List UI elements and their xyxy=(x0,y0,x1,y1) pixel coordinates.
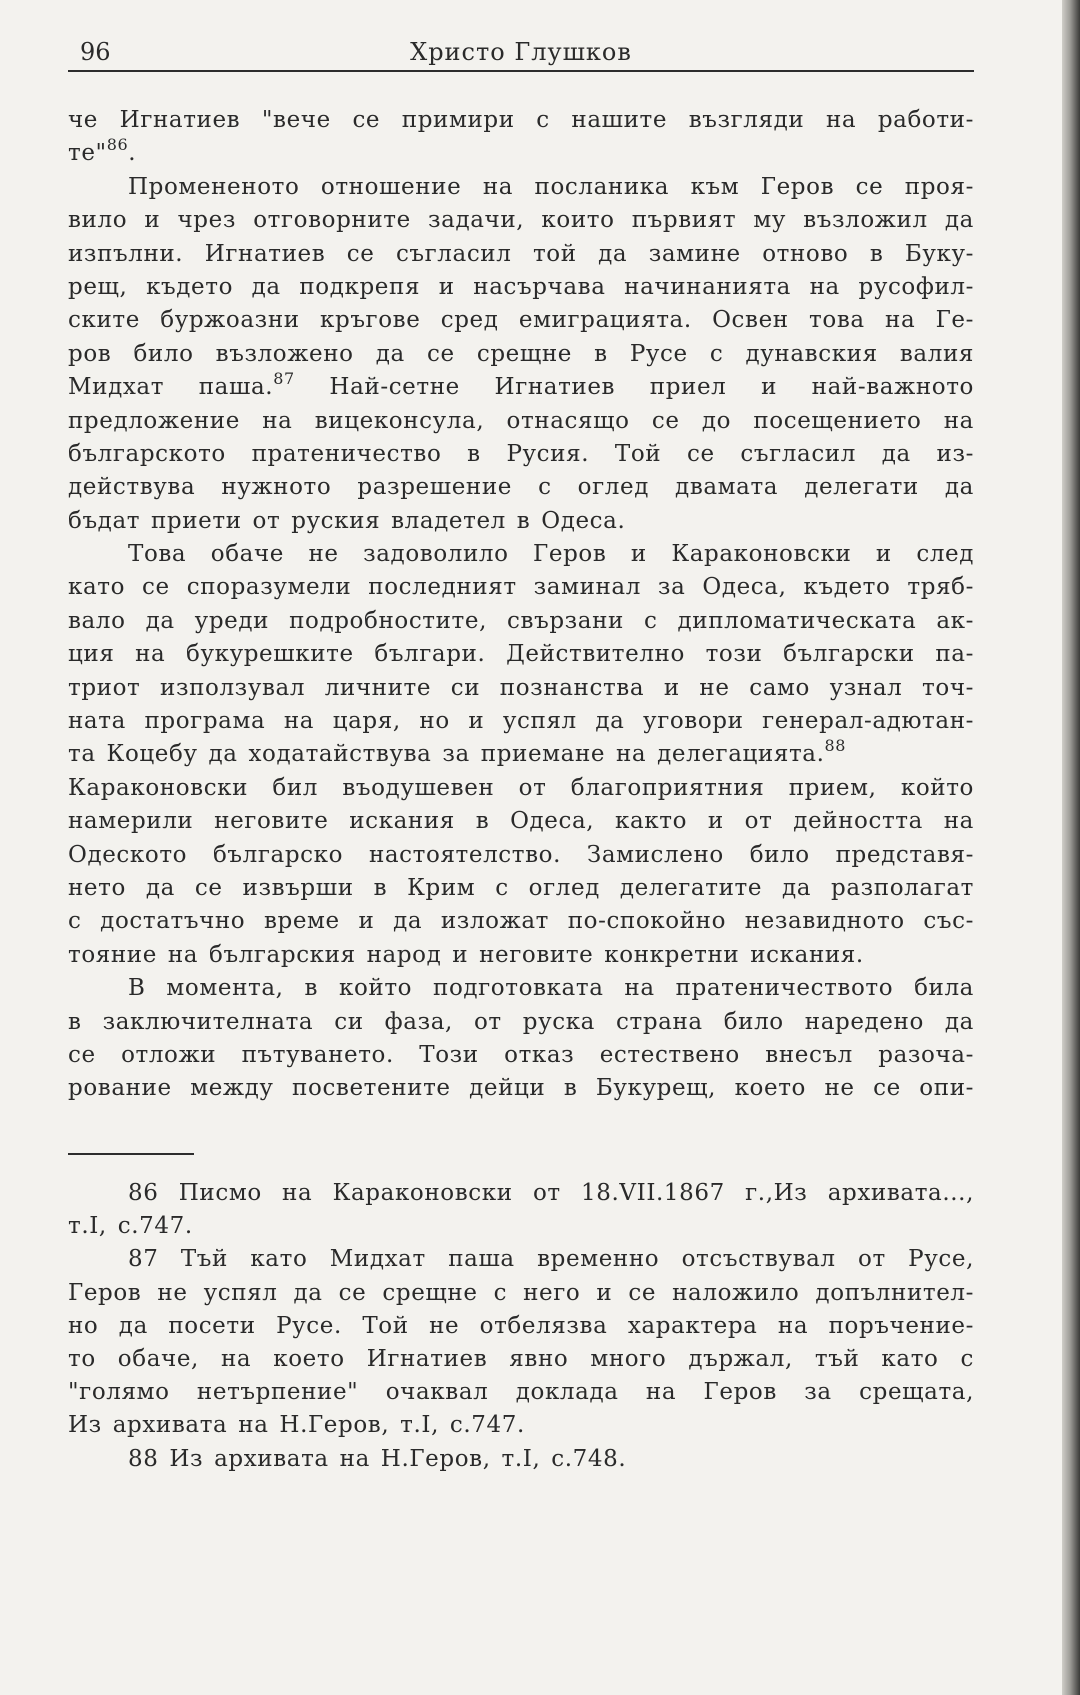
footnote-line-text: Геров не успял да се срещне с него и се наложило допълнител- xyxy=(68,1279,974,1306)
text-line-text: че Игнатиев "вече се примири с нашите възгляди на работи- xyxy=(68,107,974,133)
text-line xyxy=(68,438,974,471)
text-line-text: Караконовски бил въодушевен от благоприятния прием, който xyxy=(68,774,974,801)
text-line-text: Това обаче не задоволило Геров и Караконовски и след xyxy=(128,541,974,568)
text-line-text: предложение на вицеконсула, отнасящо се до посещението на xyxy=(68,407,974,434)
text-line xyxy=(68,939,974,972)
text-line xyxy=(68,104,974,137)
text-line-text: Мидхат паша. xyxy=(68,374,274,401)
text-line-text: В момента, в който подготовката на пратеничеството била xyxy=(128,975,974,1002)
footnote-reference: 87 xyxy=(273,369,295,389)
text-line-text: ция на букурешките българи. Действително този български па- xyxy=(68,641,974,668)
footnote-line xyxy=(68,1277,974,1310)
text-line xyxy=(68,137,974,170)
text-line xyxy=(68,238,974,271)
footnote-line-text: т.I, с.747. xyxy=(68,1213,193,1240)
text-line xyxy=(68,1072,974,1105)
text-line xyxy=(68,805,974,838)
page-header xyxy=(68,36,974,72)
text-line-text: те" xyxy=(68,140,107,167)
text-line-text: в заключителната си фаза, от руска страна било наредено да xyxy=(68,1008,974,1035)
text-line-text: тояние на българския народ и неговите конкретни искания. xyxy=(68,941,864,968)
text-line-text: нето да се извърши в Крим с оглед делегатите да разполагат xyxy=(68,874,974,901)
text-line xyxy=(68,505,974,538)
text-line xyxy=(68,605,974,638)
text-line xyxy=(68,638,974,671)
footnote-divider xyxy=(68,1153,194,1155)
text-line-text: Промененото отношение на посланика към Геров се проя- xyxy=(128,173,974,200)
text-line xyxy=(68,705,974,738)
text-line-text: ров било възложено да се срещне в Русе с дунавския валия xyxy=(68,340,974,367)
footnote-reference: 88 xyxy=(824,736,847,756)
text-line xyxy=(68,738,974,771)
footnotes xyxy=(68,1177,974,1476)
text-line-text: се отложи пътуването. Този отказ естествено внесъл разоча- xyxy=(68,1041,974,1068)
text-line-text: ната програма на царя, но и успял да уговори генерал-адютан- xyxy=(68,708,974,735)
footnote-line xyxy=(68,1376,974,1409)
page-number: 96 xyxy=(80,38,111,66)
text-line-text-after: Най-сетне Игнатиев приел и най-важното xyxy=(294,374,974,401)
text-line xyxy=(68,972,974,1005)
text-line xyxy=(68,1006,974,1039)
footnote-line xyxy=(68,1310,974,1343)
text-line-text: Одеското българско настоятелство. Замислено било представя- xyxy=(68,841,974,868)
text-line-text: вало да уреди подробностите, свързани с дипломатическата ак- xyxy=(68,607,974,634)
text-line xyxy=(68,338,974,371)
footnote-line xyxy=(68,1409,974,1442)
text-line-text: изпълни. Игнатиев се съгласил той да замине отново в Буку- xyxy=(68,240,974,267)
footnote-line xyxy=(68,1177,974,1210)
text-line xyxy=(68,405,974,438)
footnote-line-text: но да посети Русе. Той не отбелязва характера на поръчение- xyxy=(68,1312,974,1339)
text-line-text: като се споразумели последният заминал за Одеса, където тряб- xyxy=(68,574,974,601)
text-line-text: българското пратеничество в Русия. Той се съгласил да из- xyxy=(68,440,974,467)
footnote-line-text: "голямо нетърпение" очаквал доклада на Геров за срещата, xyxy=(68,1379,974,1406)
page-edge-shadow xyxy=(1062,0,1080,1695)
text-line-text: действува нужното разрешение с оглед двамата делегати да xyxy=(68,474,974,501)
text-line-text: ските буржоазни кръгове сред емиграцията. Освен това на Ге- xyxy=(68,307,974,334)
text-line xyxy=(68,772,974,805)
text-line-text: с достатъчно време и да изложат по-спокойно незавидното със- xyxy=(68,908,974,935)
text-line xyxy=(68,839,974,872)
text-line xyxy=(68,1039,974,1072)
text-line xyxy=(68,538,974,571)
footnote-line-text: 88 Из архивата на Н.Геров, т.I, с.748. xyxy=(128,1445,627,1472)
text-line xyxy=(68,304,974,337)
text-line xyxy=(68,571,974,604)
text-line-text: намерили неговите искания в Одеса, както и от дейността на xyxy=(68,808,974,835)
text-line xyxy=(68,905,974,938)
footnote-line xyxy=(68,1443,974,1476)
text-line xyxy=(68,204,974,237)
text-line xyxy=(68,672,974,705)
main-text xyxy=(68,104,974,1106)
text-line xyxy=(68,471,974,504)
footnote-line xyxy=(68,1343,974,1376)
text-line-text: триот използувал личните си познанства и не само узнал точ- xyxy=(68,674,974,701)
text-line-text-after: . xyxy=(128,140,137,167)
text-line xyxy=(68,271,974,304)
footnote-line-text: Из архивата на Н.Геров, т.I, с.747. xyxy=(68,1412,525,1439)
running-head: Христо Глушков xyxy=(410,38,632,66)
text-line-text: бъдат приети от руския владетел в Одеса. xyxy=(68,507,626,534)
text-line-text: та Коцебу да ходатайствува за приемане на делегацията. xyxy=(68,741,825,768)
footnote-line xyxy=(68,1243,974,1276)
footnote-line-text: 87 Тъй като Мидхат паша временно отсъствувал от Русе, xyxy=(128,1246,974,1273)
text-line-text: вило и чрез отговорните задачи, които първият му възложил да xyxy=(68,207,974,234)
footnote-reference: 86 xyxy=(106,135,129,155)
footnote-line xyxy=(68,1210,974,1243)
text-line xyxy=(68,872,974,905)
footnote-line-text: 86 Писмо на Караконовски от 18.VII.1867 г.,Из архивата..., xyxy=(128,1180,974,1206)
text-line xyxy=(68,371,974,404)
text-line xyxy=(68,171,974,204)
text-line-text: рещ, където да подкрепя и насърчава начинанията на русофил- xyxy=(68,273,974,300)
text-line-text: рование между посветените дейци в Букурещ, което не се опи- xyxy=(68,1075,974,1102)
footnote-line-text: то обаче, на което Игнатиев явно много държал, тъй като с xyxy=(68,1345,974,1372)
